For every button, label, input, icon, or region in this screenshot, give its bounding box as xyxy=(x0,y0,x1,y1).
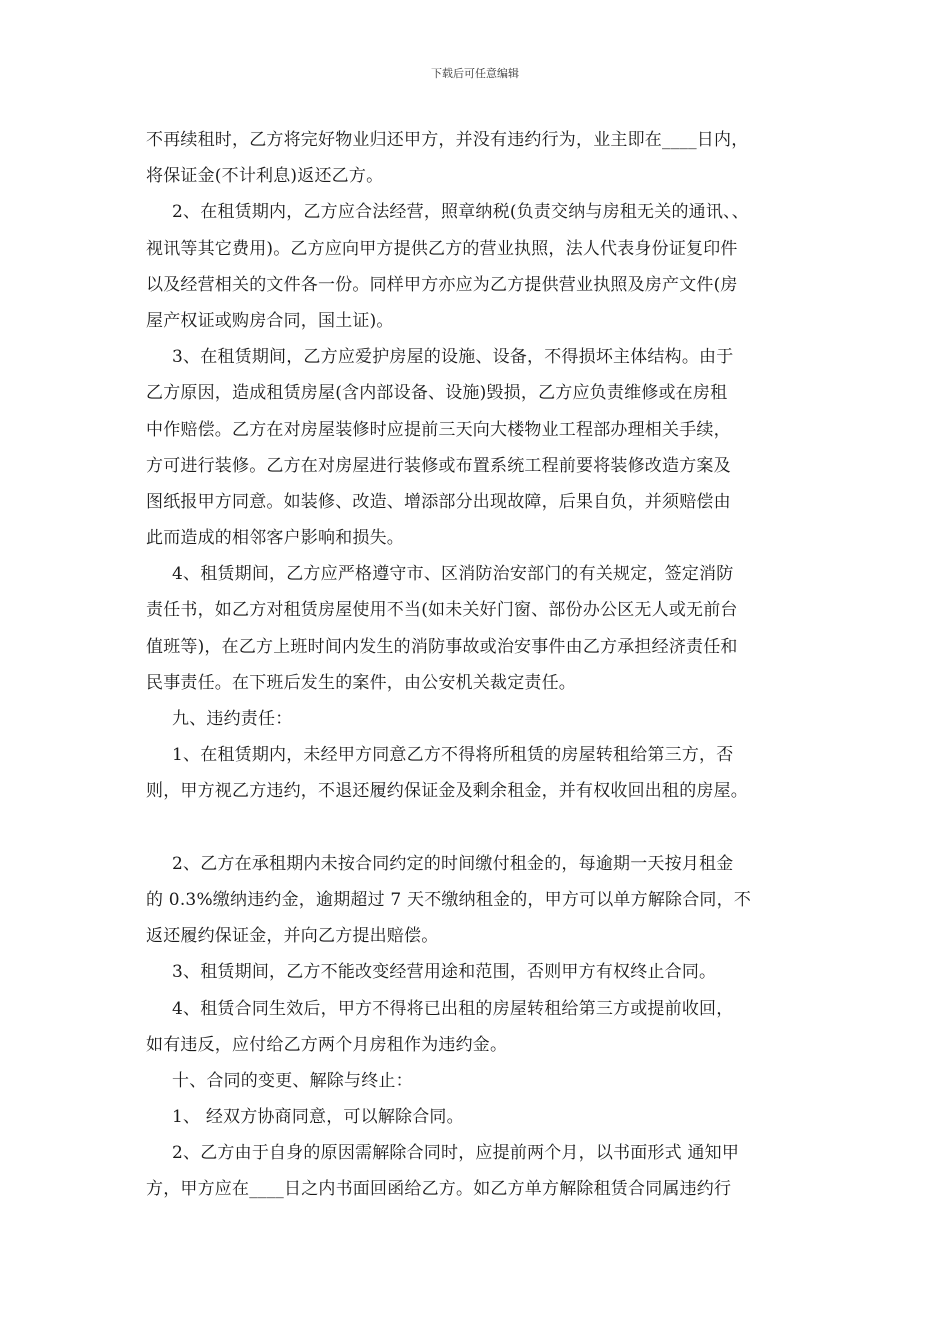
text-line: 则，甲方视乙方违约，不退还履约保证金及剩余租金，并有权收回出租的房屋。 xyxy=(146,781,748,802)
text-line: 图纸报甲方同意。如装修、改造、增添部分出现故障，后果自负，并须赔偿由 xyxy=(146,491,731,512)
text-line: 的 0.3%缴纳违约金，逾期超过 7 天不缴纳租金的，甲方可以单方解除合同，不 xyxy=(146,889,752,910)
text-line: 1、 经双方协商同意，可以解除合同。 xyxy=(172,1107,464,1128)
text-line: 以及经营相关的文件各一份。同样甲方亦应为乙方提供营业执照及房产文件(房 xyxy=(146,274,738,295)
blank-line xyxy=(146,813,816,849)
text-line: 九、违约责任： xyxy=(172,709,293,729)
text-line: 4、租赁期间，乙方应严格遵守市、区消防治安部门的有关规定，签定消防 xyxy=(172,564,734,585)
text-line: 十、合同的变更、解除与终止： xyxy=(172,1070,413,1091)
contract-body xyxy=(146,125,816,1211)
text-line: 乙方原因，造成租赁房屋(含内部设备、设施)毁损，乙方应负责维修或在房租 xyxy=(146,383,728,404)
text-line: 将保证金(不计利息)返还乙方。 xyxy=(146,166,384,187)
text-line: 如有违反，应付给乙方两个月房租作为违约金。 xyxy=(146,1034,508,1055)
text-line: 屋产权证或购房合同，国土证)。 xyxy=(146,310,394,331)
text-line: 值班等)，在乙方上班时间内发生的消防事故或治安事件由乙方承担经济责任和 xyxy=(146,636,738,657)
text-line: 民事责任。在下班后发生的案件，由公安机关裁定责任。 xyxy=(146,672,576,693)
text-line: 视讯等其它费用)。乙方应向甲方提供乙方的营业执照，法人代表身份证复印件 xyxy=(146,238,738,259)
text-line: 2、乙方由于自身的原因需解除合同时，应提前两个月，以书面形式 通知甲 xyxy=(172,1143,740,1164)
text-line: 4、租赁合同生效后，甲方不得将已出租的房屋转租给第三方或提前收回， xyxy=(172,998,734,1019)
text-line: 此而造成的相邻客户影响和损失。 xyxy=(146,528,404,549)
page-header-note: 下载后可任意编辑 xyxy=(431,67,519,80)
text-line: 2、在租赁期内，乙方应合法经营，照章纳税(负责交纳与房租无关的通讯、、 xyxy=(172,202,749,223)
text-line: 中作赔偿。乙方在对房屋装修时应提前三天向大楼物业工程部办理相关手续， xyxy=(146,419,731,440)
text-line: 3、在租赁期间，乙方应爱护房屋的设施、设备，不得损坏主体结构。由于 xyxy=(172,347,734,368)
text-line: 3、租赁期间，乙方不能改变经营用途和范围，否则甲方有权终止合同。 xyxy=(172,962,717,983)
text-line: 2、乙方在承租期内未按合同约定的时间缴付租金的，每逾期一天按月租金 xyxy=(172,853,734,874)
text-line: 方，甲方应在____日之内书面回函给乙方。如乙方单方解除租赁合同属违约行 xyxy=(146,1179,732,1200)
text-line: 不再续租时，乙方将完好物业归还甲方，并没有违约行为，业主即在____日内， xyxy=(146,130,749,150)
text-line: 返还履约保证金，并向乙方提出赔偿。 xyxy=(146,926,439,947)
text-line: 责任书，如乙方对租赁房屋使用不当(如未关好门窗、部份办公区无人或无前台 xyxy=(146,600,738,621)
text-line: 方可进行装修。乙方在对房屋进行装修或布置系统工程前要将装修改造方案及 xyxy=(146,455,731,476)
text-line: 1、在租赁期内，未经甲方同意乙方不得将所租赁的房屋转租给第三方，否 xyxy=(172,745,734,766)
